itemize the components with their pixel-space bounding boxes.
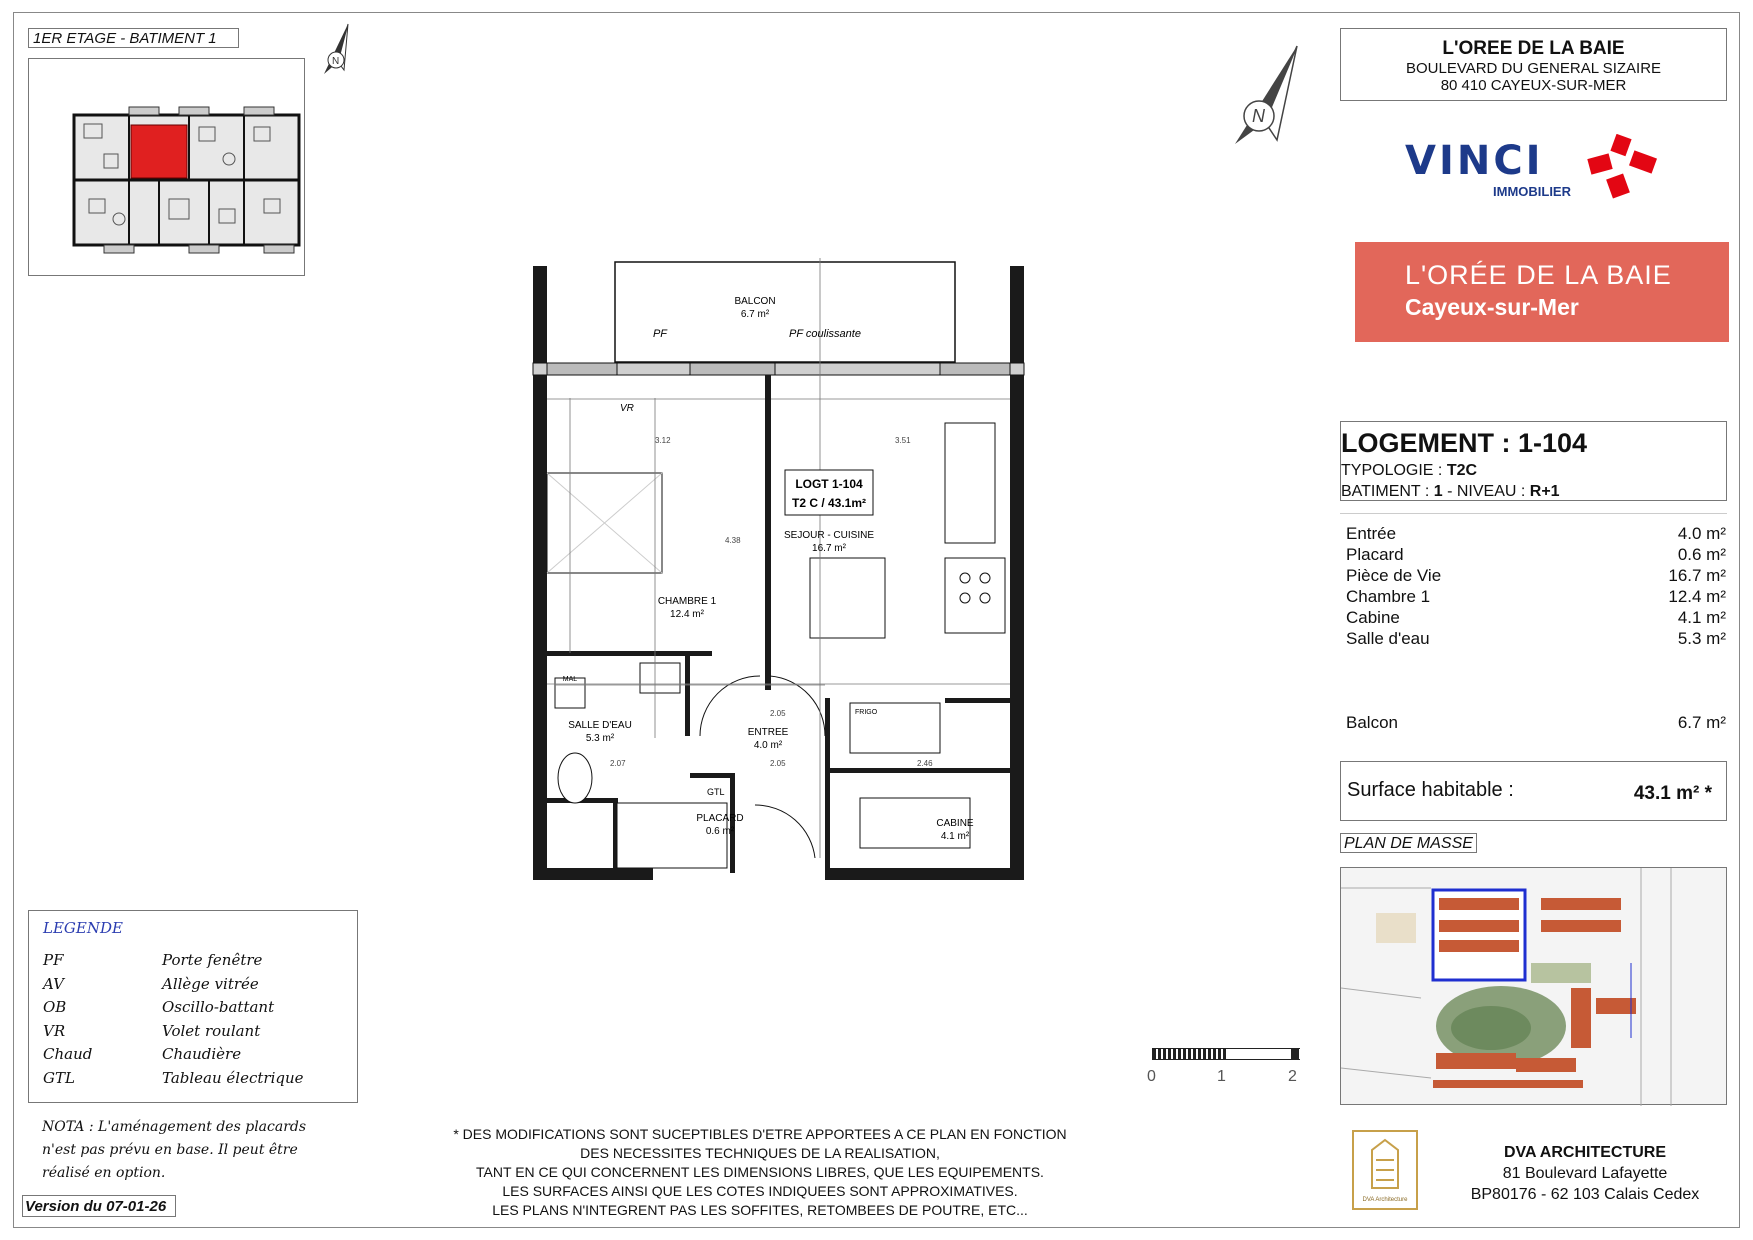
batiment-value: 1 [1433, 483, 1443, 500]
chambre-area: 12.4 m² [670, 609, 704, 620]
legend-label: Allège vitrée [162, 975, 259, 993]
sejour-label: SEJOUR - CUISINE [783, 530, 875, 541]
nota-line: réalisé en option. [42, 1165, 166, 1181]
surface-box [1340, 761, 1727, 821]
balcon-row [1346, 713, 1726, 733]
area-value: 5.3 m² [1677, 629, 1726, 648]
area-value: 16.7 m² [1668, 566, 1726, 585]
area-row [1346, 587, 1726, 607]
gtl-label: GTL [707, 787, 725, 797]
legend-label: Chaudière [162, 1045, 242, 1063]
area-row [1346, 629, 1726, 649]
dim-label: 3.51 [895, 436, 911, 445]
disclaimer-line: LES PLANS N'INTEGRENT PAS LES SOFFITES, RETOMBEES DE POUTRE, ETC... [492, 1202, 1028, 1218]
project-address-2: 80 410 CAYEUX-SUR-MER [1440, 77, 1627, 94]
cabine-area: 4.1 m² [940, 831, 970, 842]
typologie-value: T2C [1446, 462, 1478, 479]
vinci-logo [1405, 134, 1665, 204]
plan-masse-map [1340, 867, 1727, 1105]
area-row [1346, 545, 1726, 565]
dim-label: 2.05 [770, 709, 786, 718]
north-arrow-large-icon [1225, 44, 1305, 154]
project-address-1: BOULEVARD DU GENERAL SIZAIRE [1405, 60, 1662, 77]
pf-coulissante-label: PF coulissante [789, 328, 861, 340]
placard-label: PLACARD [696, 813, 744, 824]
scale-tick-1: 1 [1217, 1068, 1226, 1085]
niveau-label: - NIVEAU : [1442, 483, 1530, 500]
cabine-label: CABINE [936, 818, 974, 829]
architect-line-2: BP80176 - 62 103 Calais Cedex [1470, 1186, 1700, 1203]
version-text: Version du 07-01-26 [25, 1198, 167, 1215]
dva-logo-text: DVA Architecture [1362, 1197, 1408, 1203]
balcon-label: BALCON [734, 296, 776, 307]
plan-masse-label-text: PLAN DE MASSE [1344, 835, 1473, 852]
entree-label: ENTREE [747, 727, 789, 738]
area-name: Placard [1346, 545, 1404, 564]
disclaimer-line: * DES MODIFICATIONS SONT SUCEPTIBLES D'ETRE APPORTEES A CE PLAN EN FONCTION [453, 1126, 1067, 1142]
key-plan [28, 58, 305, 276]
site-plan-drawing [1341, 868, 1728, 1106]
dim-label: 2.07 [610, 759, 626, 768]
legend-code: OB [43, 998, 67, 1016]
disclaimer-line: LES SURFACES AINSI QUE LES COTES INDIQUEES SONT APPROXIMATIVES. [502, 1183, 1018, 1199]
placard-area: 0.6 m² [705, 826, 735, 837]
scale-tick-2: 2 [1288, 1068, 1297, 1085]
disclaimer [430, 1125, 1090, 1220]
area-name: Cabine [1346, 608, 1400, 627]
project-name: L'OREE DE LA BAIE [1442, 38, 1625, 59]
version-label [22, 1195, 176, 1217]
north-arrow-small-icon [318, 22, 354, 80]
scale-bar [1152, 1048, 1300, 1060]
floor-label-text: 1ER ETAGE - BATIMENT 1 [33, 30, 217, 47]
legend-label: Porte fenêtre [162, 951, 263, 969]
logement-title: LOGEMENT : 1-104 [1341, 428, 1588, 458]
logt-line-1: LOGT 1-104 [795, 477, 863, 491]
typologie-label: TYPOLOGIE : [1341, 462, 1447, 479]
area-value: 4.0 m² [1677, 524, 1726, 543]
nota-line: NOTA : L'aménagement des placards [42, 1119, 307, 1135]
frigo-label: FRIGO [855, 709, 878, 716]
surface-value: 43.1 m² * [1633, 783, 1712, 804]
plan-masse-label [1340, 833, 1477, 853]
logement-batiment [1341, 483, 1560, 501]
area-row [1346, 524, 1726, 544]
area-name: Salle d'eau [1346, 629, 1430, 648]
balcon-value: 6.7 m² [1677, 713, 1726, 732]
logt-line-2: T2 C / 43.1m² [791, 496, 867, 510]
dva-logo [1352, 1130, 1418, 1210]
legend-code: GTL [43, 1069, 75, 1087]
legend-label: Tableau électrique [162, 1069, 304, 1087]
floor-plan [525, 258, 1035, 886]
legend-code: AV [43, 975, 64, 993]
architect-block [1450, 1142, 1720, 1205]
legend-label: Volet roulant [162, 1022, 261, 1040]
balcon-name: Balcon [1346, 713, 1398, 732]
nota-line: n'est pas prévu en base. Il peut être [42, 1142, 298, 1158]
vinci-wordmark: VINCI [1405, 138, 1544, 184]
svg-text:N: N [1252, 106, 1265, 126]
chambre-label: CHAMBRE 1 [657, 596, 717, 607]
dim-label: 2.05 [770, 759, 786, 768]
legend-title: LEGENDE [43, 919, 123, 937]
area-name: Entrée [1346, 524, 1397, 543]
project-header [1340, 28, 1727, 101]
project-banner [1355, 242, 1729, 342]
dim-label: 2.46 [917, 759, 933, 768]
banner-line-1: L'ORÉE DE LA BAIE [1405, 260, 1672, 290]
balcony-outline [615, 262, 955, 362]
area-name: Pièce de Vie [1346, 566, 1442, 585]
dim-label: 3.12 [655, 436, 671, 445]
batiment-label: BATIMENT : [1341, 483, 1434, 500]
scale-tick-0: 0 [1147, 1068, 1156, 1085]
dim-label: 4.38 [725, 536, 741, 545]
area-row [1346, 608, 1726, 628]
legend-code: PF [43, 951, 64, 969]
legend-label: Oscillo-battant [162, 998, 275, 1016]
entree-area: 4.0 m² [753, 740, 783, 751]
legend-code: VR [43, 1022, 66, 1040]
nota [42, 1116, 306, 1185]
legend-box [28, 910, 358, 1103]
svg-text:N: N [332, 56, 340, 67]
vinci-cross-icon [1587, 134, 1659, 200]
salle-area: 5.3 m² [585, 733, 615, 744]
sejour-area: 16.7 m² [812, 543, 846, 554]
key-plan-drawing [29, 59, 306, 277]
vinci-sub: IMMOBILIER [1493, 184, 1571, 199]
dva-building-icon [1354, 1132, 1416, 1192]
area-value: 0.6 m² [1677, 545, 1726, 564]
banner-line-2: Cayeux-sur-Mer [1405, 294, 1579, 320]
area-name: Chambre 1 [1346, 587, 1431, 606]
area-row [1346, 566, 1726, 586]
salle-label: SALLE D'EAU [568, 720, 632, 731]
niveau-value: R+1 [1529, 483, 1560, 500]
disclaimer-line: DES NECESSITES TECHNIQUES DE LA REALISATION, [580, 1145, 940, 1161]
legend-code: Chaud [43, 1045, 93, 1063]
balcon-area-label: 6.7 m² [740, 309, 770, 320]
surface-label: Surface habitable : [1347, 779, 1514, 801]
architect-line-1: 81 Boulevard Lafayette [1502, 1165, 1668, 1182]
logement-box [1340, 421, 1727, 501]
mal-label: MAL [562, 676, 578, 683]
area-value: 12.4 m² [1668, 587, 1726, 606]
disclaimer-line: TANT EN CE QUI CONCERNENT LES DIMENSIONS LIBRES, QUE LES EQUIPEMENTS. [476, 1164, 1044, 1180]
floor-label [28, 28, 239, 48]
area-value: 4.1 m² [1677, 608, 1726, 627]
architect-name: DVA ARCHITECTURE [1503, 1144, 1667, 1161]
logement-typologie [1341, 462, 1477, 480]
pf-label: PF [652, 328, 668, 340]
vr-label: VR [620, 403, 634, 414]
